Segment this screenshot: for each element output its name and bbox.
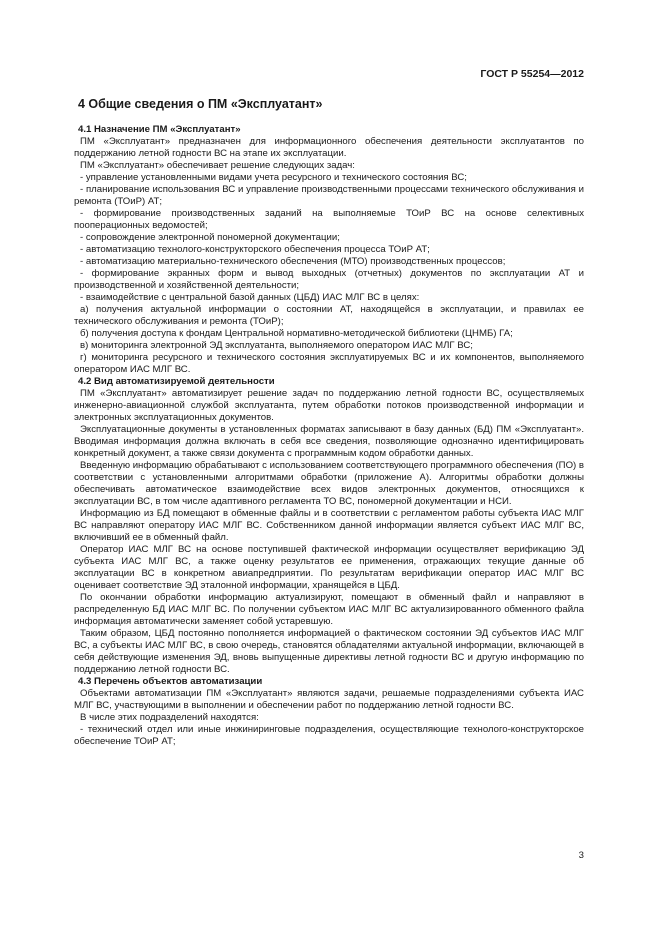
- page-content: [74, 96, 584, 748]
- paragraph: Введенную информацию обрабатывают с использованием соответствующего программного обеспечения (ПО) в соответствии с установленными алгоритмами обработки (приложение А). Алгоритмы обработки должны обеспечивать автоматическое взаимодействие всех видов электронных документов, относящихся к эксплуатации ВС, в том числе адаптивного регламента ТО ВС, пономерной документации и НСИ.: [74, 460, 584, 507]
- paragraph: ПМ «Эксплуатант» предназначен для информационного обеспечения деятельности эксплуатантов по поддержанию летной годности ВС на этапе их эксплуатации.: [74, 136, 584, 159]
- list-item: - формирование экранных форм и вывод выходных (отчетных) документов по эксплуатации АТ и производственной и хозяйственной деятельности;: [74, 268, 584, 291]
- list-item: а) получения актуальной информации о состоянии АТ, находящейся в эксплуатации, и правилах ее технического обслуживания и ремонта (ТОиР);: [74, 304, 584, 327]
- standard-number: ГОСТ Р 55254—2012: [480, 68, 584, 80]
- paragraph: Оператор ИАС МЛГ ВС на основе поступившей фактической информации осуществляет верификацию ЭД субъекта ИАС МЛГ ВС, а также оценку результатов ее применения, отражающих текущие данные об эксплуатации ВС в конкретном авиапредприятии. По результатам верификации оператор ИАС МЛГ ВС оценивает соответствие ЭД эталонной информации, хранящейся в ЦБД.: [74, 544, 584, 591]
- paragraph: Таким образом, ЦБД постоянно пополняется информацией о фактическом состоянии ЭД субъектов ИАС МЛГ ВС, а субъекты ИАС МЛГ ВС, в свою очередь, становятся обладателями актуальной информации, включающей в себя действующие изменения ЭД, вновь выпущенные директивы летной годности ВС и другую информацию по поддержанию летной годности ВС.: [74, 628, 584, 675]
- subsection-4-3: [74, 676, 584, 748]
- paragraph: Информацию из БД помещают в обменные файлы и в соответствии с регламентом работы субъекта ИАС МЛГ ВС направляют оператору ИАС МЛГ ВС. Собственником данной информации является субъект ИАС МЛГ ВС, включивший ее в обменный файл.: [74, 508, 584, 543]
- paragraph: Эксплуатационные документы в установленных форматах записывают в базу данных (БД) ПМ «Эксплуатант». Вводимая информация должна включать в себя все сведения, позволяющие однозначно идентифицировать конкретный документ, а также связи документа с программным кодом обработки данных.: [74, 424, 584, 459]
- list-item: - технический отдел или иные инжиниринговые подразделения, осуществляющие технолого-конструкторское обеспечение ТОиР АТ;: [74, 724, 584, 747]
- list-item: в) мониторинга электронной ЭД эксплуатанта, выполняемого оператором ИАС МЛГ ВС;: [80, 340, 473, 351]
- section-title: 4 Общие сведения о ПМ «Эксплуатант»: [78, 97, 323, 111]
- subsection-4-2: [74, 376, 584, 676]
- list-item: - сопровождение электронной пономерной документации;: [80, 232, 340, 243]
- paragraph: ПМ «Эксплуатант» автоматизирует решение задач по поддержанию летной годности ВС, осуществляемых инженерно-авиационной службой эксплуатанта, путем обработки потоков производственной информации и электронных эксплуатационных документов.: [74, 388, 584, 423]
- list-item: - автоматизацию технолого-конструкторского обеспечения процесса ТОиР АТ;: [80, 244, 430, 255]
- paragraph: В числе этих подразделений находятся:: [80, 712, 259, 723]
- list-item: - взаимодействие с центральной базой данных (ЦБД) ИАС МЛГ ВС в целях:: [80, 292, 420, 303]
- list-item: - планирование использования ВС и управление производственными процессами технического обслуживания и ремонта (ТОиР) АТ;: [74, 184, 584, 207]
- subsection-title: 4.3 Перечень объектов автоматизации: [78, 676, 263, 687]
- list-item: - автоматизацию материально-технического обеспечения (МТО) производственных процессов;: [80, 256, 506, 267]
- paragraph: По окончании обработки информацию актуализируют, помещают в обменный файл и направляют в распределенную БД ИАС МЛГ ВС. По получении субъектом ИАС МЛГ ВС актуализированного обменного файла информация автоматически заменяет собой устаревшую.: [74, 592, 584, 627]
- list-item: - формирование производственных заданий на выполняемые ТОиР ВС на основе селективных пооперационных ведомостей;: [74, 208, 584, 231]
- paragraph: Объектами автоматизации ПМ «Эксплуатант» являются задачи, решаемые подразделениями субъекта ИАС МЛГ ВС, участвующими в выполнении и обеспечении работ по поддержанию летной годности ВС.: [74, 688, 584, 711]
- subsection-title: 4.2 Вид автоматизируемой деятельности: [78, 376, 275, 387]
- list-item: - управление установленными видами учета ресурсного и технического состояния ВС;: [80, 172, 467, 183]
- subsection-title: 4.1 Назначение ПМ «Эксплуатант»: [78, 124, 241, 135]
- page-number: 3: [578, 850, 584, 861]
- list-item: б) получения доступа к фондам Центральной нормативно-методической библиотеки (ЦНМБ) ГА;: [80, 328, 513, 339]
- subsection-4-1: [74, 124, 584, 376]
- list-item: г) мониторинга ресурсного и технического состояния эксплуатируемых ВС и их компонентов, выполняемого оператором ИАС МЛГ ВС.: [74, 352, 584, 375]
- paragraph: ПМ «Эксплуатант» обеспечивает решение следующих задач:: [80, 160, 355, 171]
